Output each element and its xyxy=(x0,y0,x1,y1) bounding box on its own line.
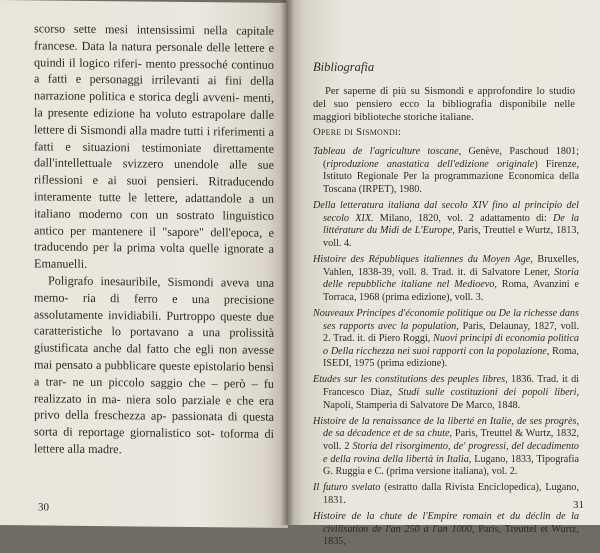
text-line: ria di ferro e una precisione assolutamente invidiabili. xyxy=(34,290,274,323)
bibliography-entry: Histoire de la renaissance de la liberté en Italie, de ses progrès, de sa décadence et de sa chute, Paris, Treuttel & Wurtz, 1832, voll. 2 Storia del risorgimento, de' progressi, del decadimento e della rovina della libertà in Italia, Lugano, 1833, Tipografia G. Ruggia e C. (prima versione italiana), vol. 2. xyxy=(313,415,579,478)
text-line: mai pensato a pubblicare queste epistolario bensì a trar- xyxy=(34,357,274,389)
bibliography-entry: Della letteratura italiana dal secolo XIV fino al principio del secolo XIX. Milano, 1820, vol. 2 adattamento di: De la littérature du Midi de L'Europe, Paris, Treuttel e Wurtz, 1813, voll. 4. xyxy=(313,199,580,249)
book-spine-shadow xyxy=(280,0,294,525)
text-line: la natura personale delle lettere e quindi il logico riferi- xyxy=(34,38,274,71)
bibliography-entry: Histoire de la chute de l'Empire romain et du déclin de la civilisation de l'an 250 à l'an 1000, Paris, Treuttel et Wurtz, 1835, xyxy=(313,511,580,548)
bibliography-entry: Nouveaux Principes d'économie politique ou De la richesse dans ses rapports avec la population, Paris, Delaunay, 1827, voll. 2. Trad. it. di Piero Roggi, Nuovi principi di economia politica o Della ricchezza nei suoi rapporti con la popolazione, Roma, ISEDI, 1975 (prima edizione). xyxy=(313,307,580,370)
text-line: svizzero unendole alle sue riflessioni e ai suoi pensieri. xyxy=(34,156,274,189)
left-page-body xyxy=(34,20,274,459)
paragraph-1 xyxy=(34,20,274,274)
text-line: prolissità giustificata anche dal fatto che egli non avesse xyxy=(34,325,274,358)
bibliography-entry: Tableau de l'agriculture toscane, Genève, Paschoud 1801; (riproduzione anastatica dell'edizione originale) Firenze, Istituto Regionale Per la programmazione Economica della Toscana (IRPET), 1980. xyxy=(313,146,579,195)
text-line: Ritraducendo interamente tutte le lettere, adattandole a xyxy=(34,174,274,206)
text-line: mento pressoché continuo a fatti e personaggi irrilevanti xyxy=(34,56,274,88)
text-line: Poligrafo inesauribile, Sismondi aveva una memo- xyxy=(34,273,274,305)
right-page xyxy=(286,0,600,548)
bibliography-entry: Histoire des Républiques italiennes du Moyen Age, Bruxelles, Vahlen, 1838-39, voll. 8. Trad. it. di Salvatore Lener, Storia delle repubbliche italiane nel Medioevo, Roma, Avanzini e Torraca, 1968 (prima edizione), voll. 3. xyxy=(313,253,579,303)
text-line: un italiano moderno con un sostrato linguistico antico xyxy=(34,191,274,238)
text-line: Purtroppo queste due caratteristiche lo portavano a una xyxy=(34,308,274,340)
paragraph-2 xyxy=(34,272,274,459)
bibliography-list xyxy=(313,146,579,553)
bibliography-entry: Etudes sur les constitutions des peuples libres, 1836. Trad. it di Francesco Diaz, Studi sulle costituzioni dei popoli liberi, Napoli, Stamperia di Salvatore De Marco, 1848. xyxy=(313,374,579,411)
text-line: per mantenere il "sapore" dell'epoca, e traducendo per xyxy=(34,223,275,255)
bibliography-entry: Il futuro svelato (estratto dalla Rivista Enciclopedica), Lugano, 1831. xyxy=(313,482,579,506)
text-line: toforma di lettere alla madre. xyxy=(34,426,275,457)
left-page xyxy=(0,0,288,528)
text-line: passionata di questa sorta di reportage giornalistico sot- xyxy=(34,409,274,441)
text-line: scorso sette mesi intensissimi nella capitale francese. Data xyxy=(34,21,274,53)
text-line: situazioni testimoniate direttamente dall'intellettuale xyxy=(34,139,274,171)
text-line: menti, la presente edizione ha voluto estrapolare dalle xyxy=(34,90,274,122)
bibliography-heading: Bibliografia xyxy=(313,60,375,74)
text-line: niera solo parziale e che era privo della freschezza ap- xyxy=(34,391,274,424)
text-line: ai fini della narrazione politica e storica degli avveni- xyxy=(34,73,274,105)
page-number-left: 30 xyxy=(38,501,49,514)
page-number-right: 31 xyxy=(573,499,584,511)
bibliography-intro: Per saperne di più su Sismondi e approfondire lo studio del suo pensiero ecco la bibliografia disponibile nelle maggiori biblioteche storiche italiane. xyxy=(313,86,575,123)
works-section-title: Opere di Sismondi: xyxy=(313,126,402,138)
text-line: lettere di Sismondi alla madre tutti i riferimenti a fatti e xyxy=(34,122,274,154)
text-line: la prima volta quelle ignorate a Emanuelli. xyxy=(34,240,274,272)
text-line: ne un piccolo saggio che – però – fu realizzato in ma- xyxy=(34,374,274,406)
